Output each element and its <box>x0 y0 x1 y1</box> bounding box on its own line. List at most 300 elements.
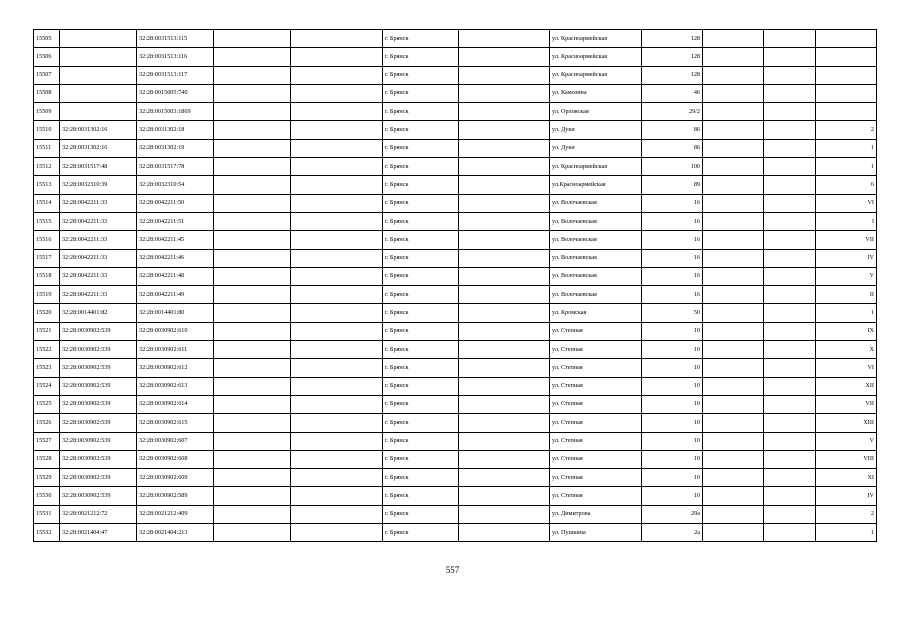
blank-col-11-cell <box>764 450 816 468</box>
blank-col-7-cell <box>459 139 550 157</box>
table-row <box>34 505 877 523</box>
table-row <box>34 158 877 176</box>
parcel-cadastral-number-cell: 32:28:0021404:47 <box>60 524 137 542</box>
city-cell: г. Брянск <box>383 66 459 84</box>
city-cell: г. Брянск <box>383 267 459 285</box>
street-cell: ул. Степная <box>550 359 642 377</box>
blank-col-7-cell <box>459 286 550 304</box>
street-cell: ул. Степная <box>550 469 642 487</box>
blank-col-7-cell <box>459 414 550 432</box>
parcel-cadastral-number-cell: 32:28:0031302:16 <box>60 121 137 139</box>
object-cadastral-number-cell: 32:28:0042211:48 <box>137 267 214 285</box>
house-number-cell: 29/2 <box>642 103 703 121</box>
row-number-cell: 15517 <box>34 249 60 267</box>
house-number-cell: 46 <box>642 84 703 102</box>
parcel-cadastral-number-cell: 32:28:0030902:539 <box>60 432 137 450</box>
street-cell: ул. Димитрова <box>550 505 642 523</box>
parcel-cadastral-number-cell: 32:28:0042211:33 <box>60 249 137 267</box>
premises-number-cell: I <box>816 212 877 230</box>
row-number-cell: 15507 <box>34 66 60 84</box>
house-number-cell: 128 <box>642 66 703 84</box>
house-number-cell: 89 <box>642 176 703 194</box>
blank-col-11-cell <box>764 286 816 304</box>
blank-col-7-cell <box>459 469 550 487</box>
street-cell: ул. Кромская <box>550 304 642 322</box>
blank-col-5-cell <box>291 66 383 84</box>
street-cell: ул. Дуки <box>550 121 642 139</box>
blank-col-5-cell <box>291 450 383 468</box>
blank-col-11-cell <box>764 66 816 84</box>
street-cell: ул. Красноармейская <box>550 48 642 66</box>
table-row <box>34 487 877 505</box>
table-row <box>34 322 877 340</box>
street-cell: ул. Степная <box>550 487 642 505</box>
blank-col-10-cell <box>703 450 764 468</box>
blank-col-7-cell <box>459 176 550 194</box>
house-number-cell: 16 <box>642 267 703 285</box>
row-number-cell: 15529 <box>34 469 60 487</box>
city-cell: г. Брянск <box>383 139 459 157</box>
parcel-cadastral-number-cell: 32:28:0030902:539 <box>60 395 137 413</box>
table-row <box>34 249 877 267</box>
premises-number-cell: 1 <box>816 139 877 157</box>
blank-col-10-cell <box>703 322 764 340</box>
house-number-cell: 86 <box>642 139 703 157</box>
blank-col-4-cell <box>214 487 291 505</box>
row-number-cell: 15514 <box>34 194 60 212</box>
row-number-cell: 15531 <box>34 505 60 523</box>
blank-col-11-cell <box>764 139 816 157</box>
house-number-cell: 10 <box>642 414 703 432</box>
blank-col-5-cell <box>291 487 383 505</box>
blank-col-5-cell <box>291 84 383 102</box>
blank-col-5-cell <box>291 505 383 523</box>
street-cell: ул. Волочаевская <box>550 231 642 249</box>
blank-col-10-cell <box>703 286 764 304</box>
premises-number-cell <box>816 103 877 121</box>
table-row <box>34 359 877 377</box>
row-number-cell: 15513 <box>34 176 60 194</box>
blank-col-4-cell <box>214 30 291 48</box>
street-cell: ул.Красноармейская <box>550 176 642 194</box>
object-cadastral-number-cell: 32:28:0030902:613 <box>137 377 214 395</box>
blank-col-7-cell <box>459 450 550 468</box>
blank-col-10-cell <box>703 505 764 523</box>
row-number-cell: 15515 <box>34 212 60 230</box>
premises-number-cell <box>816 84 877 102</box>
blank-col-4-cell <box>214 304 291 322</box>
table-row <box>34 212 877 230</box>
blank-col-7-cell <box>459 359 550 377</box>
table-row <box>34 414 877 432</box>
blank-col-4-cell <box>214 48 291 66</box>
object-cadastral-number-cell: 32:28:0032310:54 <box>137 176 214 194</box>
parcel-cadastral-number-cell: 32:28:0042211:33 <box>60 194 137 212</box>
blank-col-10-cell <box>703 377 764 395</box>
premises-number-cell: VII <box>816 231 877 249</box>
blank-col-7-cell <box>459 121 550 139</box>
blank-col-11-cell <box>764 212 816 230</box>
blank-col-5-cell <box>291 432 383 450</box>
row-number-cell: 15530 <box>34 487 60 505</box>
blank-col-10-cell <box>703 103 764 121</box>
row-number-cell: 15532 <box>34 524 60 542</box>
premises-number-cell: XI <box>816 469 877 487</box>
row-number-cell: 15516 <box>34 231 60 249</box>
street-cell: ул. Степная <box>550 395 642 413</box>
row-number-cell: 15519 <box>34 286 60 304</box>
object-cadastral-number-cell: 32:28:0015005:740 <box>137 84 214 102</box>
row-number-cell: 15526 <box>34 414 60 432</box>
blank-col-10-cell <box>703 267 764 285</box>
parcel-cadastral-number-cell <box>60 103 137 121</box>
blank-col-11-cell <box>764 395 816 413</box>
blank-col-5-cell <box>291 304 383 322</box>
house-number-cell: 10 <box>642 432 703 450</box>
blank-col-5-cell <box>291 249 383 267</box>
blank-col-5-cell <box>291 231 383 249</box>
blank-col-10-cell <box>703 66 764 84</box>
blank-col-7-cell <box>459 66 550 84</box>
city-cell: г. Брянск <box>383 322 459 340</box>
table-row <box>34 304 877 322</box>
city-cell: г. Брянск <box>383 304 459 322</box>
city-cell: г. Брянск <box>383 176 459 194</box>
house-number-cell: 10 <box>642 341 703 359</box>
premises-number-cell: XII <box>816 377 877 395</box>
blank-col-5-cell <box>291 524 383 542</box>
city-cell: г. Брянск <box>383 359 459 377</box>
table-row <box>34 48 877 66</box>
city-cell: г. Брянск <box>383 487 459 505</box>
street-cell: ул. Волочаевская <box>550 212 642 230</box>
city-cell: г. Брянск <box>383 450 459 468</box>
blank-col-7-cell <box>459 84 550 102</box>
table-row <box>34 103 877 121</box>
street-cell: ул. Орловская <box>550 103 642 121</box>
registry-table <box>33 29 877 542</box>
table-row <box>34 194 877 212</box>
blank-col-7-cell <box>459 322 550 340</box>
blank-col-5-cell <box>291 139 383 157</box>
house-number-cell: 10 <box>642 322 703 340</box>
blank-col-4-cell <box>214 359 291 377</box>
parcel-cadastral-number-cell: 32:28:0030902:539 <box>60 414 137 432</box>
blank-col-11-cell <box>764 30 816 48</box>
house-number-cell: 50 <box>642 304 703 322</box>
table-row <box>34 341 877 359</box>
city-cell: г. Брянск <box>383 249 459 267</box>
parcel-cadastral-number-cell: 32:28:0031302:16 <box>60 139 137 157</box>
premises-number-cell: X <box>816 341 877 359</box>
house-number-cell: 10 <box>642 487 703 505</box>
object-cadastral-number-cell: 32:28:0030902:608 <box>137 450 214 468</box>
house-number-cell: 16 <box>642 231 703 249</box>
blank-col-11-cell <box>764 487 816 505</box>
house-number-cell: 29а <box>642 505 703 523</box>
object-cadastral-number-cell: 32:28:0031302:18 <box>137 121 214 139</box>
house-number-cell: 16 <box>642 212 703 230</box>
blank-col-10-cell <box>703 414 764 432</box>
blank-col-10-cell <box>703 395 764 413</box>
parcel-cadastral-number-cell <box>60 48 137 66</box>
blank-col-7-cell <box>459 341 550 359</box>
row-number-cell: 15518 <box>34 267 60 285</box>
object-cadastral-number-cell: 32:28:0042211:45 <box>137 231 214 249</box>
blank-col-5-cell <box>291 158 383 176</box>
blank-col-4-cell <box>214 395 291 413</box>
blank-col-7-cell <box>459 395 550 413</box>
street-cell: ул. Волочаевская <box>550 194 642 212</box>
parcel-cadastral-number-cell <box>60 30 137 48</box>
premises-number-cell: 1 <box>816 304 877 322</box>
parcel-cadastral-number-cell <box>60 66 137 84</box>
city-cell: г. Брянск <box>383 341 459 359</box>
premises-number-cell: V <box>816 267 877 285</box>
object-cadastral-number-cell: 32:28:0030902:615 <box>137 414 214 432</box>
blank-col-5-cell <box>291 48 383 66</box>
parcel-cadastral-number-cell: 32:28:0030902:539 <box>60 450 137 468</box>
blank-col-5-cell <box>291 121 383 139</box>
parcel-cadastral-number-cell: 32:28:0030902:539 <box>60 322 137 340</box>
blank-col-11-cell <box>764 231 816 249</box>
blank-col-5-cell <box>291 469 383 487</box>
blank-col-11-cell <box>764 158 816 176</box>
premises-number-cell: XIII <box>816 414 877 432</box>
blank-col-11-cell <box>764 249 816 267</box>
blank-col-10-cell <box>703 231 764 249</box>
blank-col-4-cell <box>214 249 291 267</box>
blank-col-11-cell <box>764 432 816 450</box>
row-number-cell: 15512 <box>34 158 60 176</box>
blank-col-4-cell <box>214 469 291 487</box>
blank-col-4-cell <box>214 212 291 230</box>
blank-col-11-cell <box>764 505 816 523</box>
row-number-cell: 15505 <box>34 30 60 48</box>
object-cadastral-number-cell: 32:28:0030902:589 <box>137 487 214 505</box>
blank-col-4-cell <box>214 286 291 304</box>
premises-number-cell: IV <box>816 487 877 505</box>
premises-number-cell: 2 <box>816 121 877 139</box>
blank-col-4-cell <box>214 267 291 285</box>
blank-col-5-cell <box>291 212 383 230</box>
city-cell: г. Брянск <box>383 469 459 487</box>
blank-col-7-cell <box>459 377 550 395</box>
blank-col-7-cell <box>459 487 550 505</box>
blank-col-7-cell <box>459 249 550 267</box>
row-number-cell: 15511 <box>34 139 60 157</box>
street-cell: ул. Степная <box>550 341 642 359</box>
street-cell: ул. Степная <box>550 414 642 432</box>
row-number-cell: 15521 <box>34 322 60 340</box>
blank-col-4-cell <box>214 103 291 121</box>
object-cadastral-number-cell: 32:28:0014401:80 <box>137 304 214 322</box>
house-number-cell: 10 <box>642 395 703 413</box>
house-number-cell: 16 <box>642 286 703 304</box>
parcel-cadastral-number-cell: 32:28:0030902:539 <box>60 359 137 377</box>
blank-col-11-cell <box>764 359 816 377</box>
city-cell: г. Брянск <box>383 30 459 48</box>
page-number: 557 <box>445 565 460 575</box>
blank-col-5-cell <box>291 103 383 121</box>
blank-col-4-cell <box>214 322 291 340</box>
blank-col-10-cell <box>703 212 764 230</box>
object-cadastral-number-cell: 32:28:0042211:51 <box>137 212 214 230</box>
blank-col-11-cell <box>764 414 816 432</box>
city-cell: г. Брянск <box>383 231 459 249</box>
street-cell: ул. Камозина <box>550 84 642 102</box>
object-cadastral-number-cell: 32:28:0030902:611 <box>137 341 214 359</box>
street-cell: ул. Дуки <box>550 139 642 157</box>
blank-col-5-cell <box>291 341 383 359</box>
premises-number-cell <box>816 66 877 84</box>
blank-col-4-cell <box>214 377 291 395</box>
city-cell: г. Брянск <box>383 212 459 230</box>
table-row <box>34 450 877 468</box>
object-cadastral-number-cell: 32:28:0015003:1869 <box>137 103 214 121</box>
table-row <box>34 432 877 450</box>
blank-col-4-cell <box>214 414 291 432</box>
street-cell: ул. Волочаевская <box>550 267 642 285</box>
table-row <box>34 66 877 84</box>
house-number-cell: 10 <box>642 377 703 395</box>
city-cell: г. Брянск <box>383 414 459 432</box>
blank-col-11-cell <box>764 48 816 66</box>
row-number-cell: 15524 <box>34 377 60 395</box>
object-cadastral-number-cell: 32:28:0021212:409 <box>137 505 214 523</box>
city-cell: г. Брянск <box>383 158 459 176</box>
blank-col-11-cell <box>764 341 816 359</box>
blank-col-11-cell <box>764 267 816 285</box>
blank-col-7-cell <box>459 505 550 523</box>
city-cell: г. Брянск <box>383 286 459 304</box>
city-cell: г. Брянск <box>383 84 459 102</box>
object-cadastral-number-cell: 32:28:0030902:607 <box>137 432 214 450</box>
blank-col-4-cell <box>214 341 291 359</box>
object-cadastral-number-cell: 32:28:0030902:609 <box>137 469 214 487</box>
blank-col-11-cell <box>764 121 816 139</box>
blank-col-11-cell <box>764 194 816 212</box>
blank-col-7-cell <box>459 231 550 249</box>
table-row <box>34 121 877 139</box>
city-cell: г. Брянск <box>383 524 459 542</box>
table-row <box>34 377 877 395</box>
city-cell: г. Брянск <box>383 121 459 139</box>
city-cell: г. Брянск <box>383 395 459 413</box>
blank-col-5-cell <box>291 176 383 194</box>
object-cadastral-number-cell: 32:28:0042211:50 <box>137 194 214 212</box>
blank-col-10-cell <box>703 359 764 377</box>
city-cell: г. Брянск <box>383 377 459 395</box>
table-row <box>34 395 877 413</box>
premises-number-cell: VI <box>816 194 877 212</box>
premises-number-cell: VIII <box>816 450 877 468</box>
premises-number-cell <box>816 48 877 66</box>
premises-number-cell: 1 <box>816 524 877 542</box>
blank-col-7-cell <box>459 30 550 48</box>
house-number-cell: 86 <box>642 121 703 139</box>
parcel-cadastral-number-cell: 32:28:0031517:48 <box>60 158 137 176</box>
object-cadastral-number-cell: 32:28:0031517:78 <box>137 158 214 176</box>
blank-col-4-cell <box>214 505 291 523</box>
blank-col-10-cell <box>703 249 764 267</box>
table-row <box>34 524 877 542</box>
object-cadastral-number-cell: 32:28:0031302:19 <box>137 139 214 157</box>
blank-col-5-cell <box>291 30 383 48</box>
table-row <box>34 139 877 157</box>
blank-col-10-cell <box>703 30 764 48</box>
blank-col-10-cell <box>703 158 764 176</box>
object-cadastral-number-cell: 32:28:0042211:46 <box>137 249 214 267</box>
blank-col-10-cell <box>703 194 764 212</box>
premises-number-cell: VI <box>816 359 877 377</box>
premises-number-cell: IX <box>816 322 877 340</box>
row-number-cell: 15528 <box>34 450 60 468</box>
row-number-cell: 15520 <box>34 304 60 322</box>
blank-col-4-cell <box>214 231 291 249</box>
premises-number-cell: IV <box>816 249 877 267</box>
parcel-cadastral-number-cell <box>60 84 137 102</box>
blank-col-10-cell <box>703 84 764 102</box>
blank-col-4-cell <box>214 194 291 212</box>
premises-number-cell: V <box>816 432 877 450</box>
blank-col-4-cell <box>214 66 291 84</box>
blank-col-7-cell <box>459 524 550 542</box>
city-cell: г. Брянск <box>383 103 459 121</box>
blank-col-11-cell <box>764 304 816 322</box>
house-number-cell: 10 <box>642 450 703 468</box>
object-cadastral-number-cell: 32:28:0030902:614 <box>137 395 214 413</box>
blank-col-4-cell <box>214 121 291 139</box>
blank-col-7-cell <box>459 267 550 285</box>
blank-col-10-cell <box>703 139 764 157</box>
object-cadastral-number-cell: 32:28:0042211:49 <box>137 286 214 304</box>
blank-col-7-cell <box>459 432 550 450</box>
blank-col-4-cell <box>214 524 291 542</box>
blank-col-7-cell <box>459 103 550 121</box>
object-cadastral-number-cell: 32:28:0021404:213 <box>137 524 214 542</box>
row-number-cell: 15522 <box>34 341 60 359</box>
parcel-cadastral-number-cell: 32:28:0042211:33 <box>60 286 137 304</box>
street-cell: ул. Красноармейская <box>550 30 642 48</box>
blank-col-5-cell <box>291 267 383 285</box>
house-number-cell: 2а <box>642 524 703 542</box>
blank-col-4-cell <box>214 176 291 194</box>
street-cell: ул. Степная <box>550 432 642 450</box>
blank-col-10-cell <box>703 48 764 66</box>
table-row <box>34 286 877 304</box>
parcel-cadastral-number-cell: 32:28:0032310:39 <box>60 176 137 194</box>
street-cell: ул. Красноармейская <box>550 66 642 84</box>
city-cell: г. Брянск <box>383 48 459 66</box>
row-number-cell: 15506 <box>34 48 60 66</box>
blank-col-10-cell <box>703 524 764 542</box>
table-row <box>34 231 877 249</box>
city-cell: г. Брянск <box>383 194 459 212</box>
blank-col-7-cell <box>459 194 550 212</box>
house-number-cell: 100 <box>642 158 703 176</box>
blank-col-11-cell <box>764 524 816 542</box>
parcel-cadastral-number-cell: 32:28:0030902:539 <box>60 469 137 487</box>
object-cadastral-number-cell: 32:28:0031513:115 <box>137 30 214 48</box>
blank-col-10-cell <box>703 469 764 487</box>
blank-col-11-cell <box>764 469 816 487</box>
street-cell: ул. Волочаевская <box>550 286 642 304</box>
blank-col-7-cell <box>459 48 550 66</box>
row-number-cell: 15523 <box>34 359 60 377</box>
parcel-cadastral-number-cell: 32:28:0042211:33 <box>60 267 137 285</box>
blank-col-11-cell <box>764 103 816 121</box>
